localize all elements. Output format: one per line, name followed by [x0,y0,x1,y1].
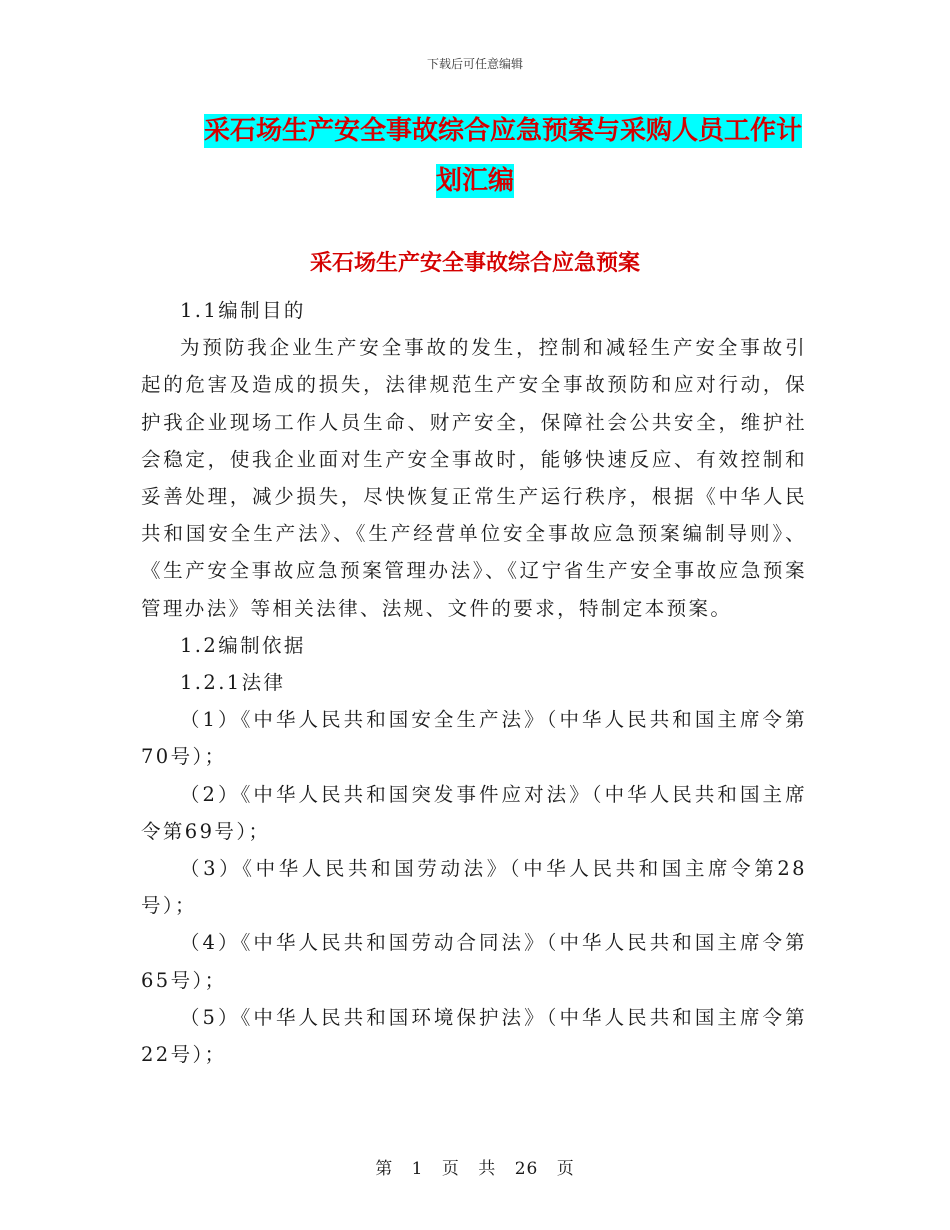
law-item-4: （4）《中华人民共和国劳动合同法》（中华人民共和国主席令第65号）； [141,931,807,992]
footer-page-label: 第 [375,1159,394,1179]
page-footer [0,1154,950,1179]
footer-page-unit: 页 [441,1159,460,1179]
law-item-1: （1）《中华人民共和国安全生产法》（中华人民共和国主席令第70号）； [141,708,807,769]
section-title: 采石场生产安全事故综合应急预案 [309,251,640,276]
heading-1-1: 1.1编制目的 [180,299,306,322]
law-item-3: （3）《中华人民共和国劳动法》（中华人民共和国主席令第28号）； [141,857,807,918]
footer-total-number: 26 [514,1159,539,1179]
document-title-line-1 [140,106,810,156]
body-text [141,292,807,1073]
paragraph-purpose: 为预防我企业生产安全事故的发生，控制和减轻生产安全事故引起的危害及造成的损失，法律规范生产安全事故预防和应对行动，保护我企业现场工作人员生命、财产安全，保障社会公共安全，维护社会稳定，使我企业面对生产安全事故时，能够快速反应、有效控制和妥善处理，减少损失，尽快恢复正常生产运行秩序，根据《中华人民共和国安全生产法》、《生产经营单位安全事故应急预案编制导则》、《生产安全事故应急预案管理办法》、《辽宁省生产安全事故应急预案管理办法》等相关法律、法规、文件的要求，特制定本预案。 [141,336,807,620]
law-item-2: （2）《中华人民共和国突发事件应对法》（中华人民共和国主席令第69号）； [141,782,807,843]
document-title [140,106,810,206]
heading-1-2-1: 1.2.1法律 [180,671,286,695]
header-note: 下载后可任意编辑 [426,57,523,71]
title-line-2-text: 划汇编 [435,166,514,196]
law-item-5: （5）《中华人民共和国环境保护法》（中华人民共和国主席令第22号）； [141,1005,807,1067]
footer-total-label: 共 [478,1159,497,1179]
footer-total-unit: 页 [556,1159,575,1179]
title-line-1-text: 采石场生产安全事故综合应急预案与采购人员工作计 [203,116,802,146]
footer-page-number: 1 [411,1159,424,1179]
document-title-line-2 [140,156,810,206]
heading-1-2: 1.2编制依据 [180,633,306,657]
